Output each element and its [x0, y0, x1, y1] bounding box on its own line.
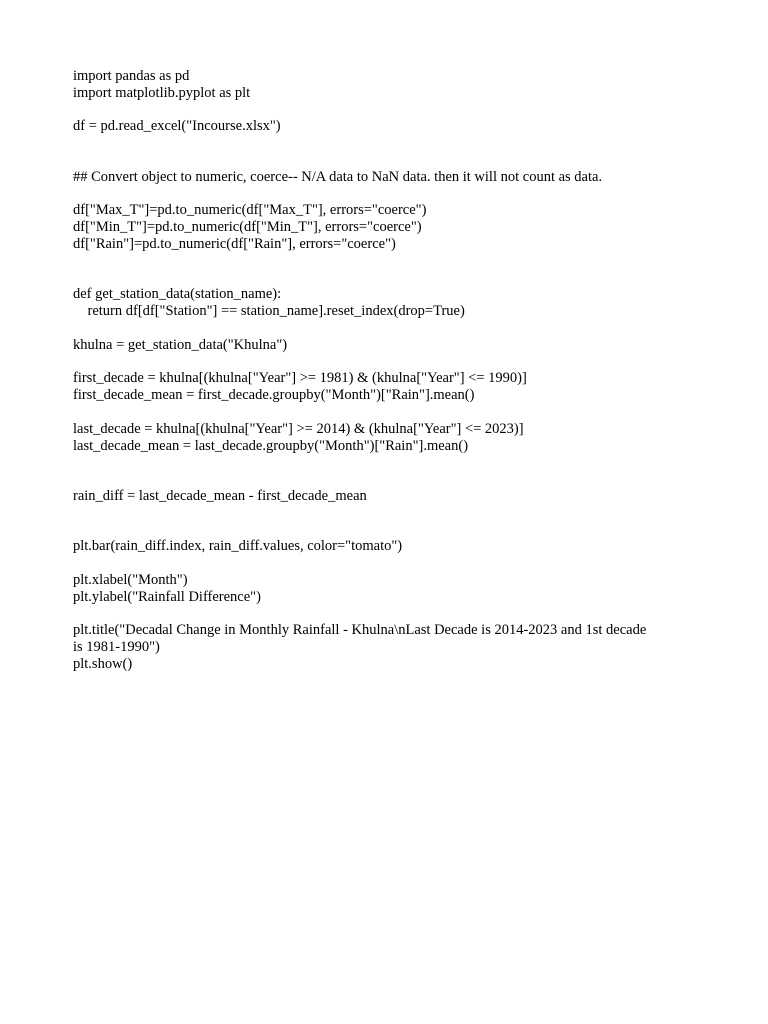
code-line: last_decade_mean = last_decade.groupby("Month")["Rain"].mean(): [73, 437, 469, 454]
code-line: df["Min_T"]=pd.to_numeric(df["Min_T"], errors="coerce"): [73, 219, 422, 236]
blank-line: [73, 522, 703, 539]
code-line: first_decade_mean = first_decade.groupby("Month")["Rain"].mean(): [73, 387, 475, 404]
code-line: plt.title("Decadal Change in Monthly Rainfall - Khulna\nLast Decade is 2014-2023 and 1st decade: [73, 622, 647, 639]
blank-line: [73, 555, 703, 572]
code-line: plt.show(): [73, 655, 133, 672]
blank-line: [73, 186, 703, 203]
code-line: last_decade = khulna[(khulna["Year"] >= 2014) & (khulna["Year"] <= 2023)]: [73, 420, 524, 437]
blank-line: [73, 454, 703, 471]
code-line: is 1981-1990"): [73, 639, 160, 656]
blank-line: [73, 135, 703, 152]
code-line: df = pd.read_excel("Incourse.xlsx"): [73, 118, 281, 135]
code-line: return df[df["Station"] == station_name].reset_index(drop=True): [73, 303, 465, 320]
blank-line: [73, 152, 703, 169]
code-line: df["Rain"]=pd.to_numeric(df["Rain"], errors="coerce"): [73, 235, 396, 252]
code-line: import pandas as pd: [73, 68, 190, 84]
code-line: plt.ylabel("Rainfall Difference"): [73, 588, 261, 605]
document-body: [73, 68, 703, 673]
blank-line: [73, 253, 703, 270]
blank-line: [73, 606, 703, 623]
blank-line: [73, 471, 703, 488]
comment-line: ## Convert object to numeric, coerce-- N/A data to NaN data. then it will not count as data.: [73, 168, 603, 185]
code-line: plt.xlabel("Month"): [73, 571, 188, 588]
code-line: df["Max_T"]=pd.to_numeric(df["Max_T"], errors="coerce"): [73, 202, 427, 219]
blank-line: [73, 505, 703, 522]
code-line: rain_diff = last_decade_mean - first_decade_mean: [73, 487, 367, 504]
blank-line: [73, 102, 703, 119]
blank-line: [73, 404, 703, 421]
blank-line: [73, 270, 703, 287]
code-line: def get_station_data(station_name):: [73, 286, 282, 303]
code-line: khulna = get_station_data("Khulna"): [73, 336, 288, 353]
code-line: plt.bar(rain_diff.index, rain_diff.values, color="tomato"): [73, 538, 403, 555]
blank-line: [73, 320, 703, 337]
code-line: first_decade = khulna[(khulna["Year"] >= 1981) & (khulna["Year"] <= 1990)]: [73, 370, 527, 387]
blank-line: [73, 354, 703, 371]
code-line: import matplotlib.pyplot as plt: [73, 84, 251, 101]
